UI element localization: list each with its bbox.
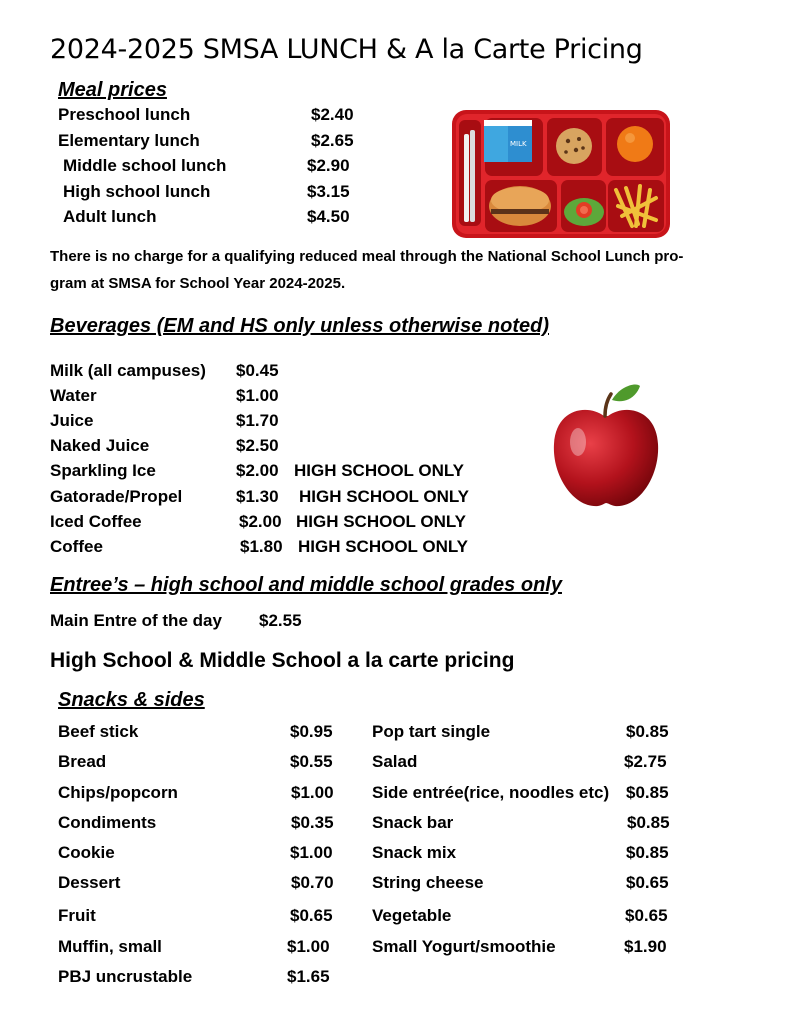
snack-label: Bread [58, 752, 107, 771]
reduced-meal-note-line: gram at SMSA for School Year 2024-2025. [50, 275, 346, 292]
snack-label: Condiments [58, 813, 157, 832]
snack-label: Side entrée(rice, noodles etc) [372, 783, 610, 802]
beverage-label: Milk (all campuses) [50, 361, 206, 380]
snack-price: $0.65 [625, 906, 668, 925]
snack-label: Snack mix [372, 843, 457, 862]
snack-label: Muffin, small [58, 937, 162, 956]
alacarte-heading: High School & Middle School a la carte pricing [50, 649, 515, 672]
beverage-label: Juice [50, 411, 94, 430]
beverage-label: Water [50, 386, 97, 405]
meal-item-label: Adult lunch [63, 207, 157, 226]
snack-label: Dessert [58, 873, 121, 892]
snack-price: $0.85 [626, 722, 669, 741]
beverage-price: $1.30 [236, 487, 279, 506]
snack-price: $0.95 [290, 722, 333, 741]
snack-label: Pop tart single [372, 722, 491, 741]
snack-price: $1.65 [287, 967, 330, 986]
snack-price: $1.90 [624, 937, 667, 956]
beverage-label: Coffee [50, 537, 103, 556]
snack-label: PBJ uncrustable [58, 967, 193, 986]
beverage-note: HIGH SCHOOL ONLY [299, 487, 470, 506]
snacks-heading: Snacks & sides [58, 689, 205, 711]
beverage-label: Iced Coffee [50, 512, 142, 531]
apple-image [548, 380, 664, 512]
snack-label: Small Yogurt/smoothie [372, 937, 556, 956]
reduced-meal-note [50, 243, 720, 297]
meal-item-label: Elementary lunch [58, 131, 200, 150]
beverage-price: $1.00 [236, 386, 279, 405]
meal-item-label: Middle school lunch [63, 156, 227, 175]
beverage-price: $1.70 [236, 411, 279, 430]
snack-price: $1.00 [287, 937, 330, 956]
snack-price: $0.85 [626, 783, 669, 802]
snack-label: Salad [372, 752, 418, 771]
meal-item-price: $3.15 [307, 182, 350, 201]
snack-price: $1.00 [291, 783, 334, 802]
beverage-label: Naked Juice [50, 436, 150, 455]
meal-item-price: $2.65 [311, 131, 354, 150]
snack-label: Snack bar [372, 813, 454, 832]
entrees-heading: Entree’s – high school and middle school grades only [50, 574, 562, 596]
beverage-note: HIGH SCHOOL ONLY [296, 512, 467, 531]
snack-price: $1.00 [290, 843, 333, 862]
meal-item-label: Preschool lunch [58, 105, 191, 124]
snack-price: $0.85 [626, 843, 669, 862]
lunch-tray-image [450, 108, 672, 240]
reduced-meal-note-line: There is no charge for a qualifying reduced meal through the National School Lunch pro- [50, 248, 684, 265]
snack-price: $2.75 [624, 752, 667, 771]
snack-label: Vegetable [372, 906, 452, 925]
meal-item-label: High school lunch [63, 182, 211, 201]
snack-price: $0.65 [290, 906, 333, 925]
snack-label: String cheese [372, 873, 484, 892]
meal-item-price: $2.90 [307, 156, 350, 175]
snack-label: Chips/popcorn [58, 783, 178, 802]
beverage-price: $2.50 [236, 436, 279, 455]
meal-prices-heading: Meal prices [58, 79, 167, 101]
entree-label: Main Entre of the day [50, 611, 222, 630]
beverage-price: $2.00 [236, 461, 279, 480]
snack-price: $0.70 [291, 873, 334, 892]
milk-carton-label: MILK [510, 140, 527, 148]
beverage-price: $0.45 [236, 361, 279, 380]
beverage-note: HIGH SCHOOL ONLY [294, 461, 465, 480]
snack-label: Fruit [58, 906, 96, 925]
snack-label: Cookie [58, 843, 115, 862]
page-title: 2024-2025 SMSA LUNCH & A la Carte Pricing [50, 34, 643, 65]
beverages-heading: Beverages (EM and HS only unless otherwise noted) [50, 315, 550, 337]
snack-label: Beef stick [58, 722, 139, 741]
beverage-note: HIGH SCHOOL ONLY [298, 537, 469, 556]
meal-item-price: $4.50 [307, 207, 350, 226]
beverage-price: $1.80 [240, 537, 283, 556]
entree-price: $2.55 [259, 611, 302, 630]
meal-item-price: $2.40 [311, 105, 354, 124]
snack-price: $0.85 [627, 813, 670, 832]
snack-price: $0.35 [291, 813, 334, 832]
beverage-price: $2.00 [239, 512, 282, 531]
snack-price: $0.55 [290, 752, 333, 771]
snack-price: $0.65 [626, 873, 669, 892]
beverage-label: Gatorade/Propel [50, 487, 183, 506]
beverage-label: Sparkling Ice [50, 461, 156, 480]
